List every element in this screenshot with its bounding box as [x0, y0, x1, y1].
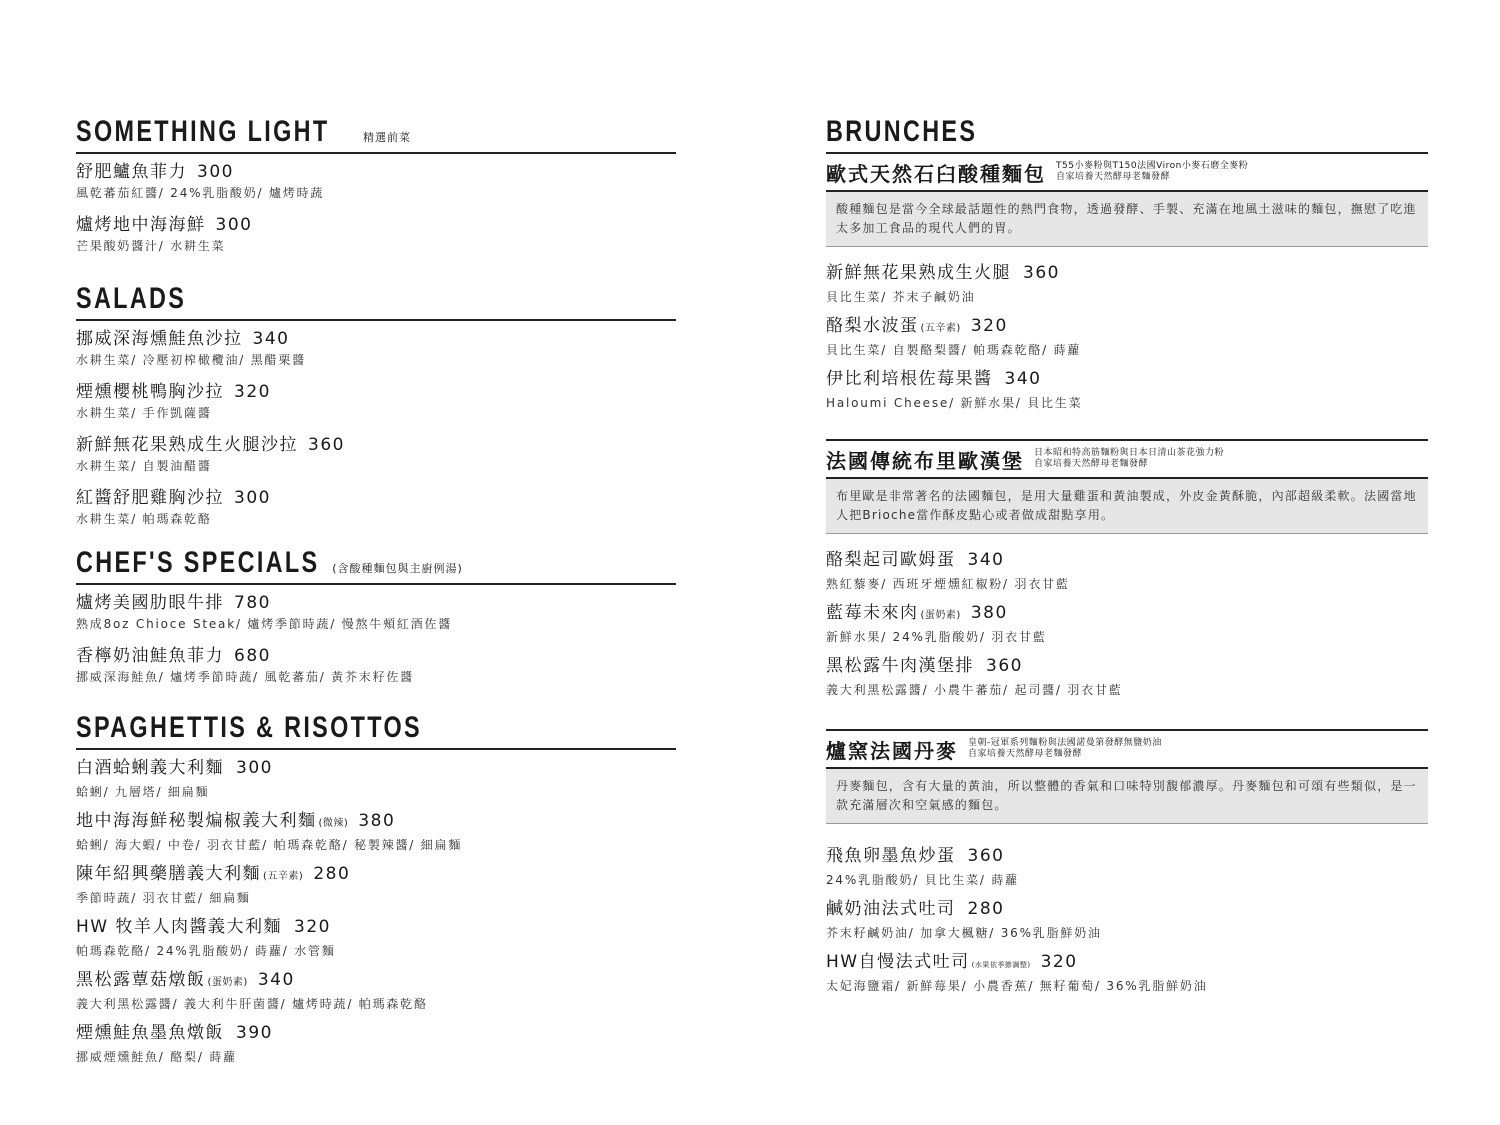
item-note: (微辣): [318, 818, 349, 829]
section-brunches: [826, 112, 1428, 420]
item-name: 地中海海鮮秘製煸椒義大利麵: [76, 811, 317, 831]
item-note: (五辛素): [920, 323, 961, 334]
menu-item: [76, 160, 676, 213]
item-list: [76, 327, 676, 539]
item-name: 伊比利培根佐莓果醬: [826, 369, 993, 389]
item-price: 280: [967, 899, 1005, 919]
item-note: (五辛素): [263, 871, 304, 882]
item-description: 挪威深海鮭魚/ 爐烤季節時蔬/ 風乾蕃茄/ 黃芥末籽佐醬: [76, 670, 414, 684]
item-name: 爐烤地中海海鮮: [76, 215, 206, 235]
intro-box: 酸種麵包是當今全球最話題性的熱門食物，透過發酵、手製、充滿在地風土滋味的麵包，撫慰了吃進太多加工食品的現代人們的胃。: [826, 190, 1428, 247]
menu-item: [826, 844, 1428, 897]
item-description: 太妃海鹽霜/ 新鮮莓果/ 小農香蕉/ 無籽葡萄/ 36%乳脂鮮奶油: [826, 979, 1208, 993]
menu-item: [826, 897, 1428, 950]
menu-item: [76, 644, 676, 697]
menu-item: [76, 862, 676, 915]
subsection-subtitle: [1034, 448, 1224, 470]
menu-item: [76, 591, 676, 644]
item-note: (蛋奶素): [920, 610, 961, 621]
item-description: 熟紅藜麥/ 西班牙煙燻紅椒粉/ 羽衣甘藍: [826, 577, 1070, 591]
menu-item: [76, 756, 676, 809]
subsection-header: [826, 439, 1428, 477]
item-name: 煙燻鮭魚墨魚燉飯: [76, 1023, 224, 1043]
item-price: 340: [257, 970, 295, 990]
item-description: 24%乳脂酸奶/ 貝比生菜/ 蒔蘿: [826, 873, 1019, 887]
subsection-subtitle: [1056, 161, 1248, 183]
menu-item: [76, 486, 676, 539]
item-description: 芒果酸奶醬汁/ 水耕生菜: [76, 239, 226, 253]
item-name: 飛魚卵墨魚炒蛋: [826, 846, 956, 866]
item-description: 風乾蕃茄紅醬/ 24%乳脂酸奶/ 爐烤時蔬: [76, 186, 325, 200]
menu-item: [76, 380, 676, 433]
subsection-brioche: [826, 439, 1428, 707]
item-price: 680: [234, 646, 271, 666]
item-price: 300: [197, 162, 234, 182]
item-list: [76, 160, 676, 266]
item-price: 340: [967, 550, 1005, 570]
section-title: CHEF'S SPECIALS: [76, 546, 320, 579]
section-salads: [76, 279, 676, 539]
subsection-danish: [826, 729, 1428, 1003]
section-header: [76, 279, 676, 321]
item-description: 貝比生菜/ 自製酪梨醬/ 帕瑪森乾酪/ 蒔蘿: [826, 343, 1082, 357]
section-header: [826, 112, 1428, 152]
item-name: 酪梨起司歐姆蛋: [826, 550, 956, 570]
item-price: 380: [970, 603, 1008, 623]
menu-item: [826, 548, 1428, 601]
item-name: HW自慢法式吐司: [826, 952, 970, 972]
item-name: 挪威深海燻鮭魚沙拉: [76, 329, 243, 349]
item-name: HW 牧羊人肉醬義大利麵: [76, 917, 282, 937]
item-note: (蛋奶素): [207, 977, 248, 988]
item-name: 白酒蛤蜊義大利麵: [76, 758, 224, 778]
menu-item: [826, 314, 1428, 367]
yeast-note: 自家培養天然酵母老麵發酵: [1034, 459, 1149, 469]
item-price: 320: [234, 382, 271, 402]
subsection-header: [826, 152, 1428, 190]
item-description: 義大利黑松露醬/ 義大利牛肝菌醬/ 爐烤時蔬/ 帕瑪森乾酪: [76, 997, 428, 1011]
section-title: BRUNCHES: [826, 115, 978, 148]
section-header: [76, 708, 676, 750]
section-subtitle: 精選前菜: [363, 131, 411, 144]
item-name: 新鮮無花果熟成生火腿: [826, 263, 1011, 283]
item-name: 藍莓未來肉: [826, 603, 919, 623]
menu-item: [826, 654, 1428, 707]
item-price: 320: [970, 316, 1008, 336]
item-description: 熟成8oz Chioce Steak/ 爐烤季節時蔬/ 慢熬牛頰紅酒佐醬: [76, 617, 453, 631]
item-name: 煙燻櫻桃鴨胸沙拉: [76, 382, 224, 402]
item-name: 新鮮無花果熟成生火腿沙拉: [76, 435, 298, 455]
flour-note: T55小麥粉與T150法國Viron小麥石磨全麥粉: [1056, 161, 1249, 171]
item-name: 爐烤美國肋眼牛排: [76, 593, 224, 613]
menu-item: [826, 601, 1428, 654]
menu-item: [76, 968, 676, 1021]
menu-item: [76, 915, 676, 968]
menu-item: [826, 261, 1428, 314]
item-price: 360: [1023, 263, 1060, 283]
item-description: Haloumi Cheese/ 新鮮水果/ 貝比生菜: [826, 396, 1083, 410]
item-description: 貝比生菜/ 芥末子鹹奶油: [826, 290, 976, 304]
item-name: 紅醬舒肥雞胸沙拉: [76, 488, 224, 508]
subsection-title: 歐式天然石臼酸種麵包: [826, 161, 1046, 186]
item-name: 黑松露牛肉漢堡排: [826, 656, 974, 676]
flour-note: 皇朝-冠軍系列麵粉與法國諾曼第發酵無鹽奶油: [968, 738, 1162, 748]
subsection-title: 爐窯法國丹麥: [826, 738, 958, 763]
item-name: 香檸奶油鮭魚菲力: [76, 646, 224, 666]
section-chefs-specials: [76, 543, 676, 697]
item-price: 300: [215, 215, 253, 235]
subsection-sourdough: [826, 152, 1428, 420]
item-name: 舒肥鱸魚菲力: [76, 162, 187, 182]
item-price: 390: [236, 1023, 273, 1043]
section-header: [76, 543, 676, 585]
subsection-header: [826, 729, 1428, 767]
item-price: 300: [234, 488, 271, 508]
item-price: 380: [358, 811, 396, 831]
item-name: 酪梨水波蛋: [826, 316, 919, 336]
item-price: 320: [1040, 952, 1078, 972]
section-header: [76, 112, 676, 154]
item-name: 陳年紹興藥膳義大利麵: [76, 864, 261, 884]
intro-box: 布里歐是非常著名的法國麵包，是用大量雞蛋和黃油製成，外皮金黃酥脆，內部超級柔軟。法國當地人把Brioche當作酥皮點心或者做成甜點享用。: [826, 477, 1428, 534]
yeast-note: 自家培養天然酵母老麵發酵: [1056, 172, 1171, 182]
section-something-light: [76, 112, 676, 266]
item-price: 360: [308, 435, 345, 455]
item-description: 新鮮水果/ 24%乳脂酸奶/ 羽衣甘藍: [826, 630, 1047, 644]
item-description: 蛤蜊/ 九層塔/ 細扁麵: [76, 785, 210, 799]
menu-item: [826, 950, 1428, 1003]
item-list: [76, 591, 676, 697]
item-description: 水耕生菜/ 手作凱薩醬: [76, 406, 212, 420]
item-price: 300: [236, 758, 273, 778]
menu-item: [76, 1021, 676, 1074]
section-title: SALADS: [76, 282, 187, 315]
item-description: 義大利黑松露醬/ 小農牛蕃茄/ 起司醬/ 羽衣甘藍: [826, 683, 1123, 697]
item-description: 季節時蔬/ 羽衣甘藍/ 細扁麵: [76, 891, 251, 905]
item-description: 挪威煙燻鮭魚/ 酪梨/ 蒔蘿: [76, 1050, 237, 1064]
section-title: SOMETHING LIGHT: [76, 115, 330, 148]
subsection-title: 法國傳統布里歐漢堡: [826, 448, 1024, 473]
item-price: 280: [313, 864, 351, 884]
item-price: 320: [294, 917, 331, 937]
menu-item: [826, 367, 1428, 420]
item-name: 鹹奶油法式吐司: [826, 899, 956, 919]
menu-item: [76, 433, 676, 486]
item-list: [76, 756, 676, 1074]
item-description: 水耕生菜/ 帕瑪森乾酪: [76, 512, 212, 526]
item-description: 水耕生菜/ 自製油醋醬: [76, 459, 212, 473]
section-title: SPAGHETTIS & RISOTTOS: [76, 711, 423, 744]
yeast-note: 自家培養天然酵母老麵發酵: [968, 749, 1083, 759]
item-description: 帕瑪森乾酪/ 24%乳脂酸奶/ 蒔蘿/ 水管麵: [76, 944, 336, 958]
item-price: 780: [234, 593, 271, 613]
item-name: 黑松露蕈菇燉飯: [76, 970, 206, 990]
item-description: 蛤蜊/ 海大蝦/ 中卷/ 羽衣甘藍/ 帕瑪森乾酪/ 秘製辣醬/ 細扁麵: [76, 838, 463, 852]
menu-item: [76, 327, 676, 380]
item-note: (水果依季節調整): [971, 961, 1031, 969]
item-price: 360: [986, 656, 1023, 676]
intro-box: 丹麥麵包，含有大量的黃油，所以整體的香氣和口味特別馥郁濃厚。丹麥麵包和可頌有些類似，是一款充滿層次和空氣感的麵包。: [826, 767, 1428, 824]
menu-item: [76, 809, 676, 862]
flour-note: 日本昭和特高筋麵粉與日本日清山茶花強力粉: [1034, 448, 1225, 458]
item-price: 340: [1004, 369, 1042, 389]
subsection-subtitle: [968, 738, 1162, 760]
section-subtitle: (含酸種麵包與主廚例湯): [332, 562, 463, 575]
item-description: 水耕生菜/ 冷壓初榨橄欖油/ 黑醋栗醬: [76, 353, 306, 367]
menu-item: [76, 213, 676, 266]
item-price: 340: [252, 329, 290, 349]
item-description: 芥末籽鹹奶油/ 加拿大楓糖/ 36%乳脂鮮奶油: [826, 926, 1102, 940]
item-price: 360: [967, 846, 1005, 866]
section-spaghettis-risottos: [76, 708, 676, 1074]
